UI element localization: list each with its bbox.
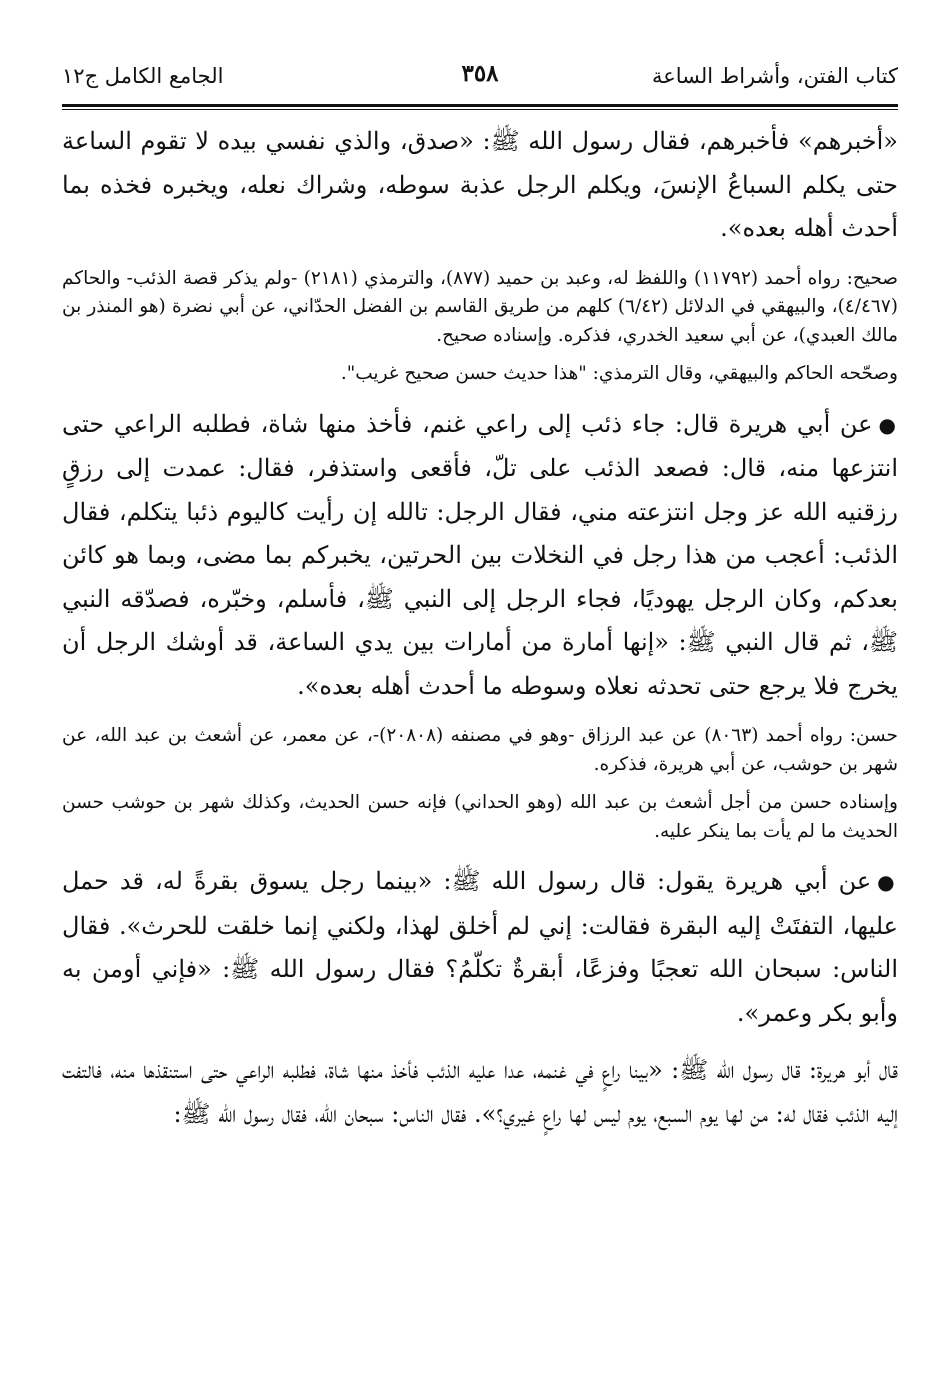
- note-body: حسن: رواه أحمد (٨٠٦٣) عن عبد الرزاق -وهو في مصنفه (٢٠٨٠٨)-، عن معمر، عن أشعث بن عبد الله، عن شهر بن حوشب، عن أبي هريرة، فذكره.: [62, 725, 898, 775]
- takhrij-note: [62, 722, 898, 779]
- note-body: وصحّحه الحاكم والبيهقي، وقال الترمذي: "هذا حديث حسن صحيح غريب".: [340, 363, 898, 384]
- book-title: الجامع الكامل ج١٢: [62, 64, 224, 88]
- page-number: ٣٥٨: [461, 60, 499, 87]
- bullet-icon: ●: [878, 412, 898, 437]
- header-rule-thick: [62, 104, 898, 107]
- note-body: وإسناده حسن من أجل أشعث بن عبد الله (وهو الحداني) فإنه حسن الحديث، وكذلك شهر بن حوشب حسن الحديث ما لم يأت بما ينكر عليه.: [62, 792, 898, 842]
- hadith-body: عن أبي هريرة يقول: قال رسول الله ﷺ: «بينما رجل يسوق بقرةً له، قد حمل عليها، التفتَتْ إليه البقرة فقالت: إني لم أخلق لهذا، ولكني إنما خلقت للحرث». فقال الناس: سبحان الله تعجبًا وفزعًا، أبقرةٌ تكلّمُ؟ فقال رسول الله ﷺ: «فإني أومن به وأبو بكر وعمر».: [62, 867, 898, 1027]
- takhrij-note: [62, 265, 898, 351]
- hadith-body: عن أبي هريرة قال: جاء ذئب إلى راعي غنم، فأخذ منها شاة، فطلبه الراعي حتى انتزعها منه، قال: فصعد الذئب على تلّ، فأقعى واستذفر، فقال: عمدت إلى رزقٍ رزقنيه الله عز وجل انتزعته مني، فقال الرجل: تالله إن رأيت كاليوم ذئبا يتكلم، فقال الذئب: أعجب من هذا رجل في النخلات بين الحرتين، يخبركم بما مضى، وبما هو كائن بعدكم، وكان الرجل يهوديًا، فجاء الرجل إلى النبي ﷺ، فأسلم، وخبّره، فصدّقه النبي ﷺ، ثم قال النبي ﷺ: «إنها أمارة من أمارات بين يدي الساعة، قد أوشك الرجل أن يخرج فلا يرجع حتى تحدثه نعلاه وسوطه ما أحدث أهله بعده».: [62, 409, 898, 700]
- hadith-body: «أخبرهم» فأخبرهم، فقال رسول الله ﷺ: «صدق، والذي نفسي بيده لا تقوم الساعة حتى يكلم السباعُ الإنسَ، ويكلم الرجل عذبة سوطه، وشراك نعله، ويخبره فخذه بما أحدث أهله بعده».: [62, 127, 898, 242]
- running-header: [62, 58, 898, 98]
- chapter-title: كتاب الفتن، وأشراط الساعة: [651, 64, 898, 88]
- hadith-text: [62, 860, 898, 1035]
- note-body: صحيح: رواه أحمد (١١٧٩٢) واللفظ له، وعبد بن حميد (٨٧٧)، والترمذي (٢١٨١) -ولم يذكر قصة الذئب- والحاكم (٤/٤٦٧)، والبيهقي في الدلائل (٦/٤٢) كلهم من طريق القاسم بن الفضل الحدّاني، عن أبي نضرة (هو المنذر بن مالك العبدي)، عن أبي سعيد الخدري، فذكره. وإسناده صحيح.: [62, 267, 899, 346]
- bullet-icon: ●: [877, 870, 899, 894]
- hadith-body: قال أبو هريرة: قال رسول الله ﷺ: «بينا راعٍ في غنمه، عدا عليه الذئب فأخذ منها شاة، فطلبه الراعي حتى استنقذها منه، فالتفت إليه الذئب فقال له: من لها يوم السبع، يوم ليس لها راعٍ غيري؟». فقال الناس: سبحان الله، فقال رسول الله ﷺ:: [62, 1056, 898, 1128]
- book-page: [62, 58, 898, 1136]
- hadith-text: [62, 1049, 898, 1136]
- takhrij-note: [62, 360, 898, 389]
- hadith-text: [62, 403, 898, 709]
- takhrij-note: [62, 789, 898, 846]
- hadith-text: [62, 120, 898, 251]
- header-rule-thin: [62, 109, 898, 110]
